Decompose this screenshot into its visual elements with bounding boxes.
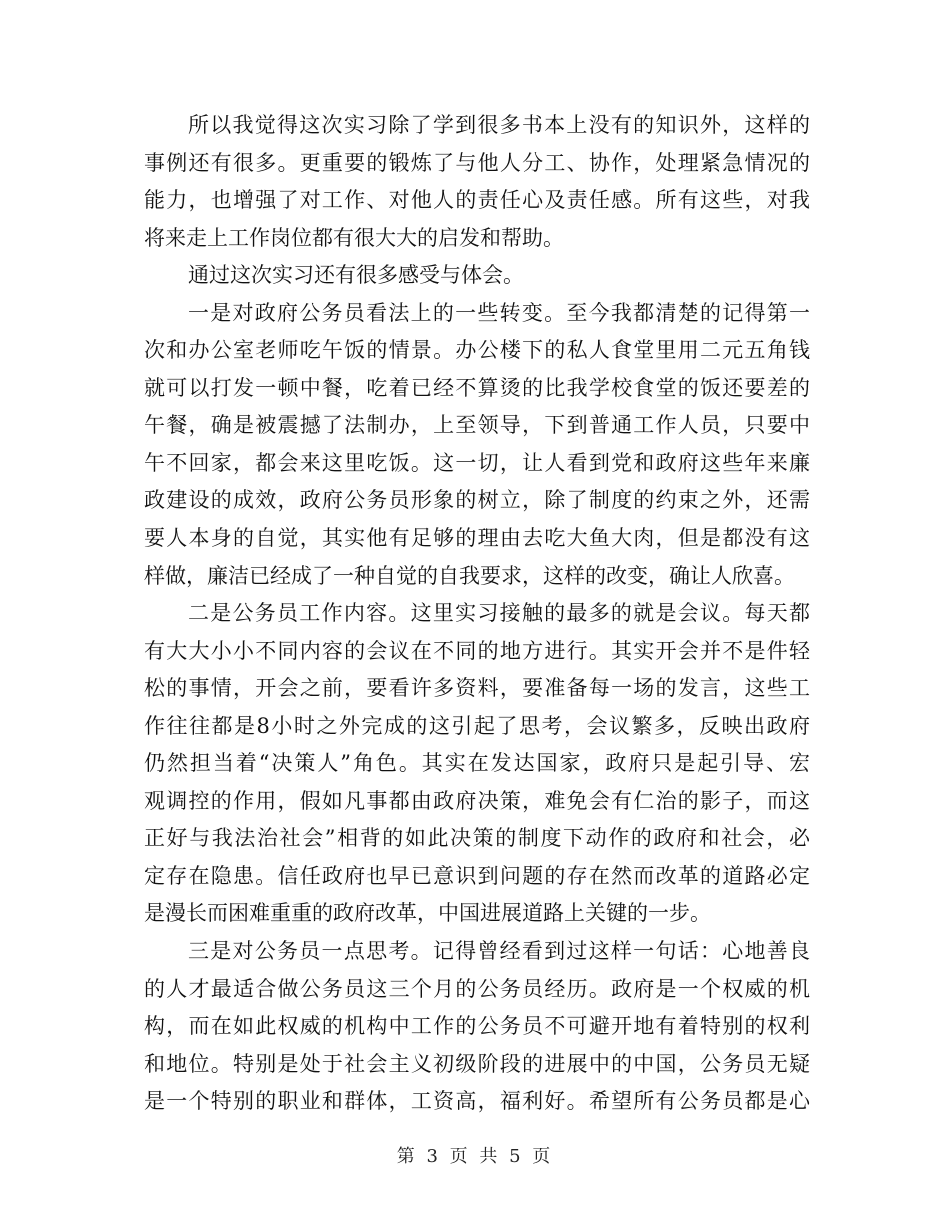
text-line: 松的事情，开会之前，要看许多资料，要准备每一场的发言，这些工 xyxy=(144,676,810,701)
text-line: 是一个特别的职业和群体，工资高，福利好。希望所有公务员都是心 xyxy=(144,1089,810,1114)
text-line: 二是公务员工作内容。这里实习接触的最多的就是会议。每天都 xyxy=(188,601,810,626)
text-line: 次和办公室老师吃午饭的情景。办公楼下的私人食堂里用二元五角钱 xyxy=(144,338,810,363)
page-number-footer: 第 3 页 共 5 页 xyxy=(396,1146,554,1167)
text-line: 就可以打发一顿中餐，吃着已经不算烫的比我学校食堂的饭还要差的 xyxy=(144,375,810,400)
text-line: 一是对政府公务员看法上的一些转变。至今我都清楚的记得第一 xyxy=(188,300,810,325)
text-line: 观调控的作用，假如凡事都由政府决策，难免会有仁治的影子，而这 xyxy=(144,788,810,813)
text-line: 样做，廉洁已经成了一种自觉的自我要求，这样的改变，确让人欣喜。 xyxy=(144,563,795,588)
text-line: 能力，也增强了对工作、对他人的责任心及责任感。所有这些，对我 xyxy=(144,188,810,213)
text-line: 和地位。特别是处于社会主义初级阶段的进展中的中国，公务员无疑 xyxy=(144,1051,810,1076)
text-line: 构，而在如此权威的机构中工作的公务员不可避开地有着特别的权利 xyxy=(144,1014,810,1039)
text-line: 午餐，确是被震撼了法制办，上至领导，下到普通工作人员，只要中 xyxy=(144,413,810,438)
text-line: 定存在隐患。信任政府也早已意识到问题的存在然而改革的道路必定 xyxy=(144,863,810,888)
text-line: 的人才最适合做公务员这三个月的公务员经历。政府是一个权威的机 xyxy=(144,976,810,1001)
text-line: 要人本身的自觉，其实他有足够的理由去吃大鱼大肉，但是都没有这 xyxy=(144,526,810,551)
text-line: 作往往都是8小时之外完成的这引起了思考，会议繁多，反映出政府 xyxy=(144,713,810,738)
text-line: 是漫长而困难重重的政府改革，中国进展道路上关键的一步。 xyxy=(144,901,711,926)
text-line: 将来走上工作岗位都有很大大的启发和帮助。 xyxy=(144,225,564,250)
text-line: 政建设的成效，政府公务员形象的树立，除了制度的约束之外，还需 xyxy=(144,488,810,513)
body-text xyxy=(144,107,810,1121)
text-line: 三是对公务员一点思考。记得曾经看到过这样一句话：心地善良 xyxy=(188,939,810,964)
text-line: 事例还有很多。更重要的锻炼了与他人分工、协作，处理紧急情况的 xyxy=(144,150,810,175)
text-line: 正好与我法治社会”相背的如此决策的制度下动作的政府和社会，必 xyxy=(144,826,810,851)
text-line: 有大大小小不同内容的会议在不同的地方进行。其实开会并不是件轻 xyxy=(144,638,810,663)
text-line: 通过这次实习还有很多感受与体会。 xyxy=(188,263,524,288)
text-line: 午不回家，都会来这里吃饭。这一切，让人看到党和政府这些年来廉 xyxy=(144,450,810,475)
text-line: 所以我觉得这次实习除了学到很多书本上没有的知识外，这样的 xyxy=(188,113,810,137)
text-line: 仍然担当着“决策人”角色。其实在发达国家，政府只是起引导、宏 xyxy=(144,751,810,776)
